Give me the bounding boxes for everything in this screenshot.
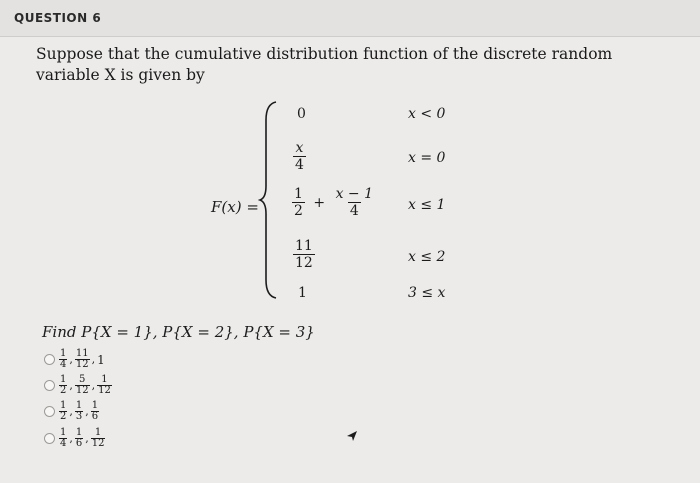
case-2-denominator: 4 [295, 157, 304, 173]
opt4-c-num: 1 [94, 427, 102, 438]
question-header [0, 0, 700, 37]
answer-option-1[interactable] [44, 349, 105, 370]
opt2-c-den: 12 [98, 385, 111, 396]
case-3b-numerator: x − 1 [335, 186, 373, 202]
opt4-c-den: 12 [91, 438, 105, 449]
case-3a-numerator: 1 [294, 186, 303, 202]
opt4-a-num: 1 [60, 427, 67, 438]
opt3-a-den: 2 [60, 411, 67, 422]
opt4-b-den: 6 [75, 438, 83, 449]
opt1-b-den: 12 [75, 359, 89, 370]
opt3-b-num: 1 [75, 400, 83, 411]
opt2-a-den: 2 [60, 385, 67, 396]
opt2-c-num: 1 [101, 374, 108, 385]
opt4-a-den: 4 [60, 438, 67, 449]
case-cond-5: 3 ≤ x [408, 285, 446, 301]
find-instruction: Find P{X = 1}, P{X = 2}, P{X = 3} [42, 323, 315, 341]
opt3-b-den: 3 [75, 411, 83, 422]
case-3b-denominator: 4 [349, 203, 359, 219]
case-expr-4 [293, 238, 315, 271]
opt3-c-den: 6 [91, 411, 99, 422]
case-cond-2: x = 0 [408, 150, 446, 166]
case-expr-5: 1 [298, 285, 307, 301]
radio-button[interactable] [44, 433, 55, 444]
case-expr-2 [293, 140, 306, 173]
opt1-a-den: 4 [60, 359, 67, 370]
cdf-name: F(x) = [211, 198, 259, 216]
opt1-b-num: 11 [75, 348, 89, 359]
answer-option-4[interactable] [44, 428, 105, 449]
left-brace-icon [258, 100, 280, 300]
case-3-plus: + [313, 194, 326, 211]
case-cond-4: x ≤ 2 [408, 249, 446, 265]
radio-button[interactable] [44, 406, 55, 417]
case-4-numerator: 11 [295, 238, 313, 254]
opt2-b-den: 12 [75, 385, 89, 396]
opt2-b-num: 5 [79, 374, 86, 385]
mouse-cursor-icon [346, 430, 358, 442]
answer-option-2[interactable] [44, 375, 112, 396]
case-cond-1: x < 0 [408, 106, 446, 122]
question-label: QUESTION 6 [14, 11, 102, 25]
case-cond-3: x ≤ 1 [408, 197, 446, 213]
option-4-text: $\frac{1}{4}$ , $\frac{1}{6}$ , $\frac{1}{12}$ [60, 427, 105, 449]
option-2-text: $\frac{1}{2}$ , $\frac{5}{12}$ , $\frac{1}{12}$ [60, 374, 111, 396]
opt1-c: 1 [97, 352, 105, 367]
radio-button[interactable] [44, 380, 55, 391]
opt3-a-num: 1 [60, 400, 67, 411]
opt4-b-num: 1 [75, 427, 83, 438]
case-3a-denominator: 2 [294, 203, 303, 219]
option-3-text: $\frac{1}{2}$ , $\frac{1}{3}$ , $\frac{1}{6}$ [60, 400, 99, 422]
case-4-denominator: 12 [295, 255, 313, 271]
case-expr-3 [292, 186, 375, 219]
opt1-a-num: 1 [60, 348, 67, 359]
answer-option-3[interactable] [44, 401, 99, 422]
radio-button[interactable] [44, 354, 55, 365]
question-prompt: Suppose that the cumulative distribution function of the discrete random variable X is given by [36, 45, 613, 84]
case-2-numerator: x [295, 140, 304, 156]
case-expr-1: 0 [297, 106, 306, 122]
opt2-a-num: 1 [60, 374, 67, 385]
option-1-text: $\frac{1}{4}$ , $\frac{11}{12}$ , 1 [60, 348, 105, 370]
opt3-c-num: 1 [91, 400, 99, 411]
